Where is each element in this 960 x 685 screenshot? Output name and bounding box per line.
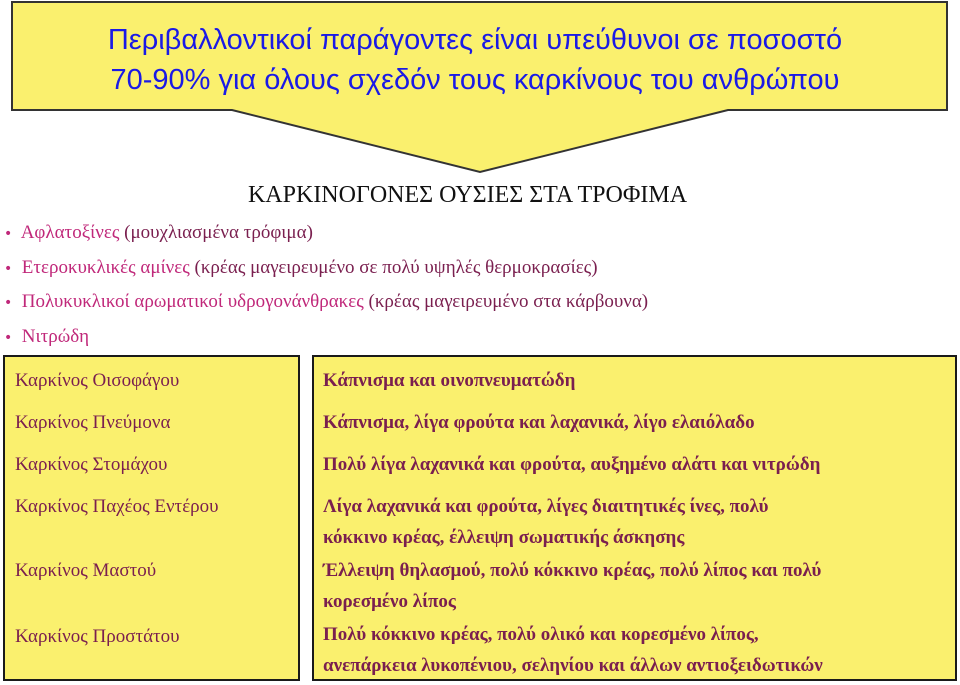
- cancer-type: Καρκίνος Στομάχου: [15, 454, 168, 475]
- list-item: [4, 288, 648, 323]
- carcinogen-note: (μουχλιασμένα τρόφιμα): [124, 222, 313, 243]
- bullet-icon: •: [4, 260, 13, 277]
- carcinogen-note: (κρέας μαγειρευμένο σε πολύ υψηλές θερμοκρασίες): [194, 256, 598, 278]
- cancer-type: Καρκίνος Προστάτου: [15, 626, 180, 647]
- cause-line: Πολύ κόκκινο κρέας, πολύ ολικό και κορεσμένο λίπος,: [323, 624, 759, 645]
- list-item: [4, 254, 648, 289]
- cause-line: Κάπνισμα και οινοπνευματώδη: [323, 370, 576, 391]
- cause-line: ανεπάρκεια λυκοπένιου, σεληνίου και άλλων αντιοξειδωτικών: [323, 655, 823, 676]
- cause-row: [323, 491, 768, 553]
- causes-box: [312, 355, 957, 681]
- banner-title-line1: Περιβαλλοντικοί παράγοντες είναι υπεύθυνοι σε ποσοστό: [107, 24, 843, 56]
- cause-line: κόκκινο κρέας, έλλειψη σωματικής άσκησης: [323, 527, 685, 548]
- banner-title-line2: 70-90% για όλους σχεδόν τους καρκίνους του ανθρώπου: [110, 64, 840, 96]
- cancer-type: Καρκίνος Οισοφάγου: [15, 370, 180, 391]
- cancer-type: Καρκίνος Πνεύμονα: [15, 412, 171, 433]
- cancer-type: Καρκίνος Παχέος Εντέρου: [15, 496, 219, 517]
- cancer-type: Καρκίνος Μαστού: [15, 560, 157, 581]
- cancer-types-box: [3, 355, 300, 681]
- carcinogen-list: [4, 219, 648, 357]
- cause-line: Έλλειψη θηλασμού, πολύ κόκκινο κρέας, πολύ λίπος και πολύ: [323, 560, 822, 581]
- list-item: [4, 219, 648, 254]
- carcinogen-name: Αφλατοξίνες: [20, 222, 120, 243]
- carcinogen-name: Πολυκυκλικοί αρωματικοί υδρογονάνθρακες: [21, 291, 364, 312]
- banner-title: [12, 20, 938, 100]
- carcinogen-name: Νιτρώδη: [21, 325, 90, 347]
- carcinogen-note: (κρέας μαγειρευμένο στα κάρβουνα): [368, 291, 649, 312]
- list-item: [4, 323, 648, 358]
- cause-line: κορεσμένο λίπος: [323, 591, 456, 612]
- cause-row: [323, 365, 575, 396]
- section-heading: [0, 180, 960, 210]
- bullet-icon: •: [4, 295, 13, 311]
- bullet-icon: •: [4, 226, 13, 242]
- cause-line: Πολύ λίγα λαχανικά και φρούτα, αυξημένο αλάτι και νιτρώδη: [323, 454, 821, 475]
- cause-row: [323, 449, 820, 480]
- carcinogen-name: Ετεροκυκλικές αμίνες: [21, 256, 190, 278]
- cause-line: Κάπνισμα, λίγα φρούτα και λαχανικά, λίγο ελαιόλαδο: [323, 412, 755, 433]
- section-heading-text: ΚΑΡΚΙΝΟΓΟΝΕΣ ΟΥΣΙΕΣ ΣΤΑ ΤΡΟΦΙΜΑ: [247, 182, 688, 208]
- cause-row: [323, 407, 755, 438]
- bullet-icon: •: [4, 329, 13, 346]
- cause-row: [323, 619, 823, 681]
- cause-line: Λίγα λαχανικά και φρούτα, λίγες διαιτητικές ίνες, πολύ: [323, 496, 769, 517]
- cause-row: [323, 555, 821, 617]
